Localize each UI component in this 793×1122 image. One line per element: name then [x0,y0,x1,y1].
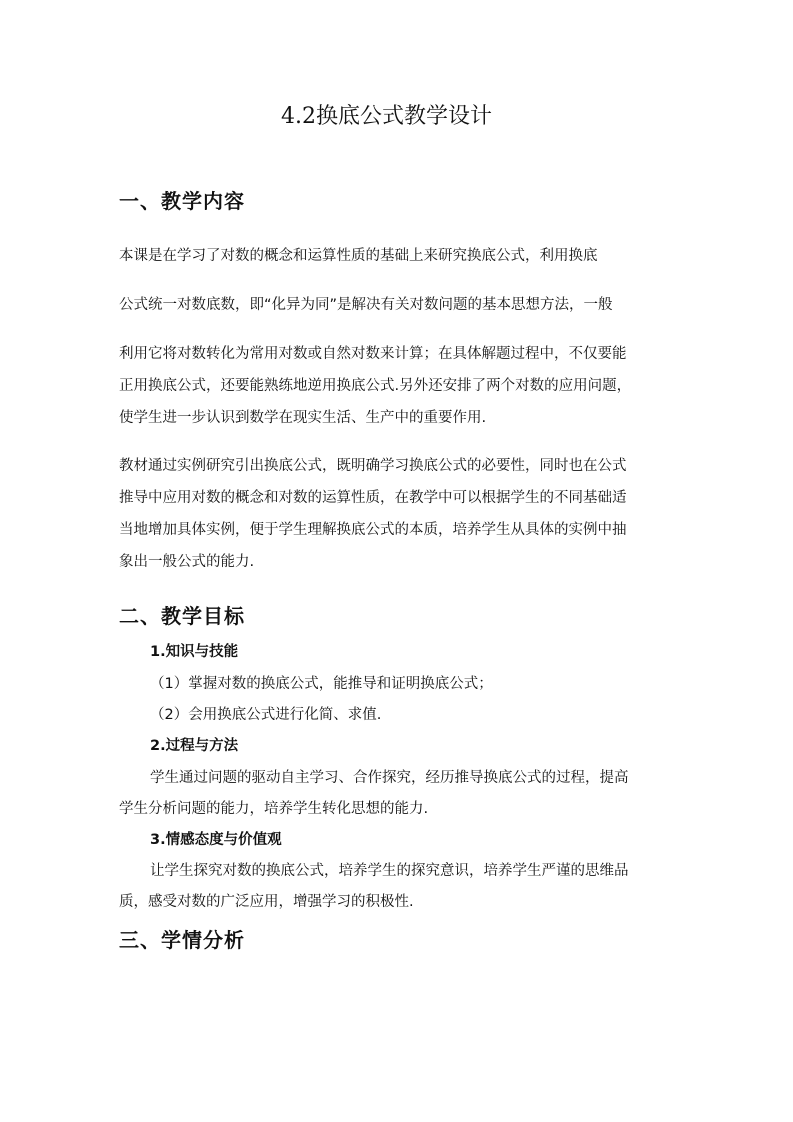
objective-1-heading: 1.知识与技能 [150,644,239,660]
objective-3-heading: 3.情感态度与价值观 [150,832,282,848]
content-paragraph-1-line-4: 正用换底公式，还要能熟练地逆用换底公式.另外还安排了两个对数的应用问题， [119,378,632,394]
objective-3-line-2: 质，感受对数的广泛应用，增强学习的积极性. [119,894,414,910]
content-paragraph-2-line-3: 当地增加具体实例，便于学生理解换底公式的本质，培养学生从具体的实例中抽 [119,522,627,538]
objective-1-item-2: （2）会用换底公式进行化简、求值. [150,707,382,723]
content-paragraph-2-line-1: 教材通过实例研究引出换底公式，既明确学习换底公式的必要性，同时也在公式 [119,458,627,474]
page-title: 4.2换底公式教学设计 [281,104,492,129]
content-paragraph-1-line-3: 利用它将对数转化为常用对数或自然对数来计算；在具体解题过程中，不仅要能 [119,346,627,362]
content-paragraph-1-line-5: 使学生进一步认识到数学在现实生活、生产中的重要作用. [119,410,487,426]
content-paragraph-2-line-2: 推导中应用对数的概念和对数的运算性质，在教学中可以根据学生的不同基础适 [119,490,627,506]
content-paragraph-1-line-1: 本课是在学习了对数的概念和运算性质的基础上来研究换底公式，利用换底 [119,248,598,264]
section-heading-content: 一、教学内容 [119,189,245,213]
objective-3-line-1: 让学生探究对数的换底公式，培养学生的探究意识，培养学生严谨的思维品 [150,863,629,879]
objective-2-line-2: 学生分析问题的能力，培养学生转化思想的能力. [119,801,429,817]
section-heading-objectives: 二、教学目标 [119,604,245,628]
content-paragraph-2-line-4: 象出一般公式的能力. [119,554,255,570]
objective-2-heading: 2.过程与方法 [150,738,239,754]
objective-2-line-1: 学生通过问题的驱动自主学习、合作探究，经历推导换底公式的过程，提高 [150,770,629,786]
content-paragraph-1-line-2: 公式统一对数底数，即“化异为同”是解决有关对数问题的基本思想方法，一般 [119,297,613,313]
objective-1-item-1: （1）掌握对数的换底公式，能推导和证明换底公式； [150,676,493,692]
section-heading-analysis: 三、学情分析 [119,928,245,952]
